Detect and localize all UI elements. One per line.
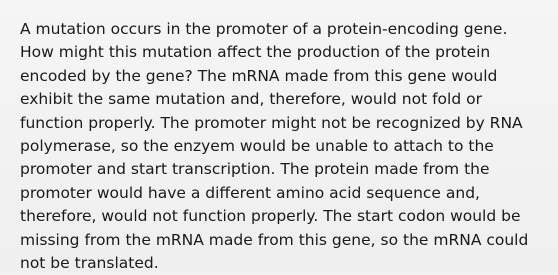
question-text — [20, 18, 545, 275]
question-line: polymerase, so the enzyem would be unable to attach to the — [20, 137, 494, 156]
question-line: A mutation occurs in the promoter of a protein-encoding gene. — [20, 20, 508, 38]
question-line: promoter and start transcription. The protein made from the — [20, 160, 490, 179]
question-line: missing from the mRNA made from this gene, so the mRNA could — [20, 230, 529, 249]
question-line: encoded by the gene? The mRNA made from this gene would — [20, 66, 498, 85]
question-line: exhibit the same mutation and, therefore, would not fold or — [20, 90, 482, 109]
question-line: not be translated. — [20, 254, 159, 273]
question-line: therefore, would not function properly. The start codon would be — [20, 207, 521, 226]
question-line: function properly. The promoter might not be recognized by RNA — [20, 113, 523, 132]
question-line: How might this mutation affect the production of the protein — [20, 43, 491, 62]
question-line: promoter would have a different amino acid sequence and, — [20, 183, 480, 202]
